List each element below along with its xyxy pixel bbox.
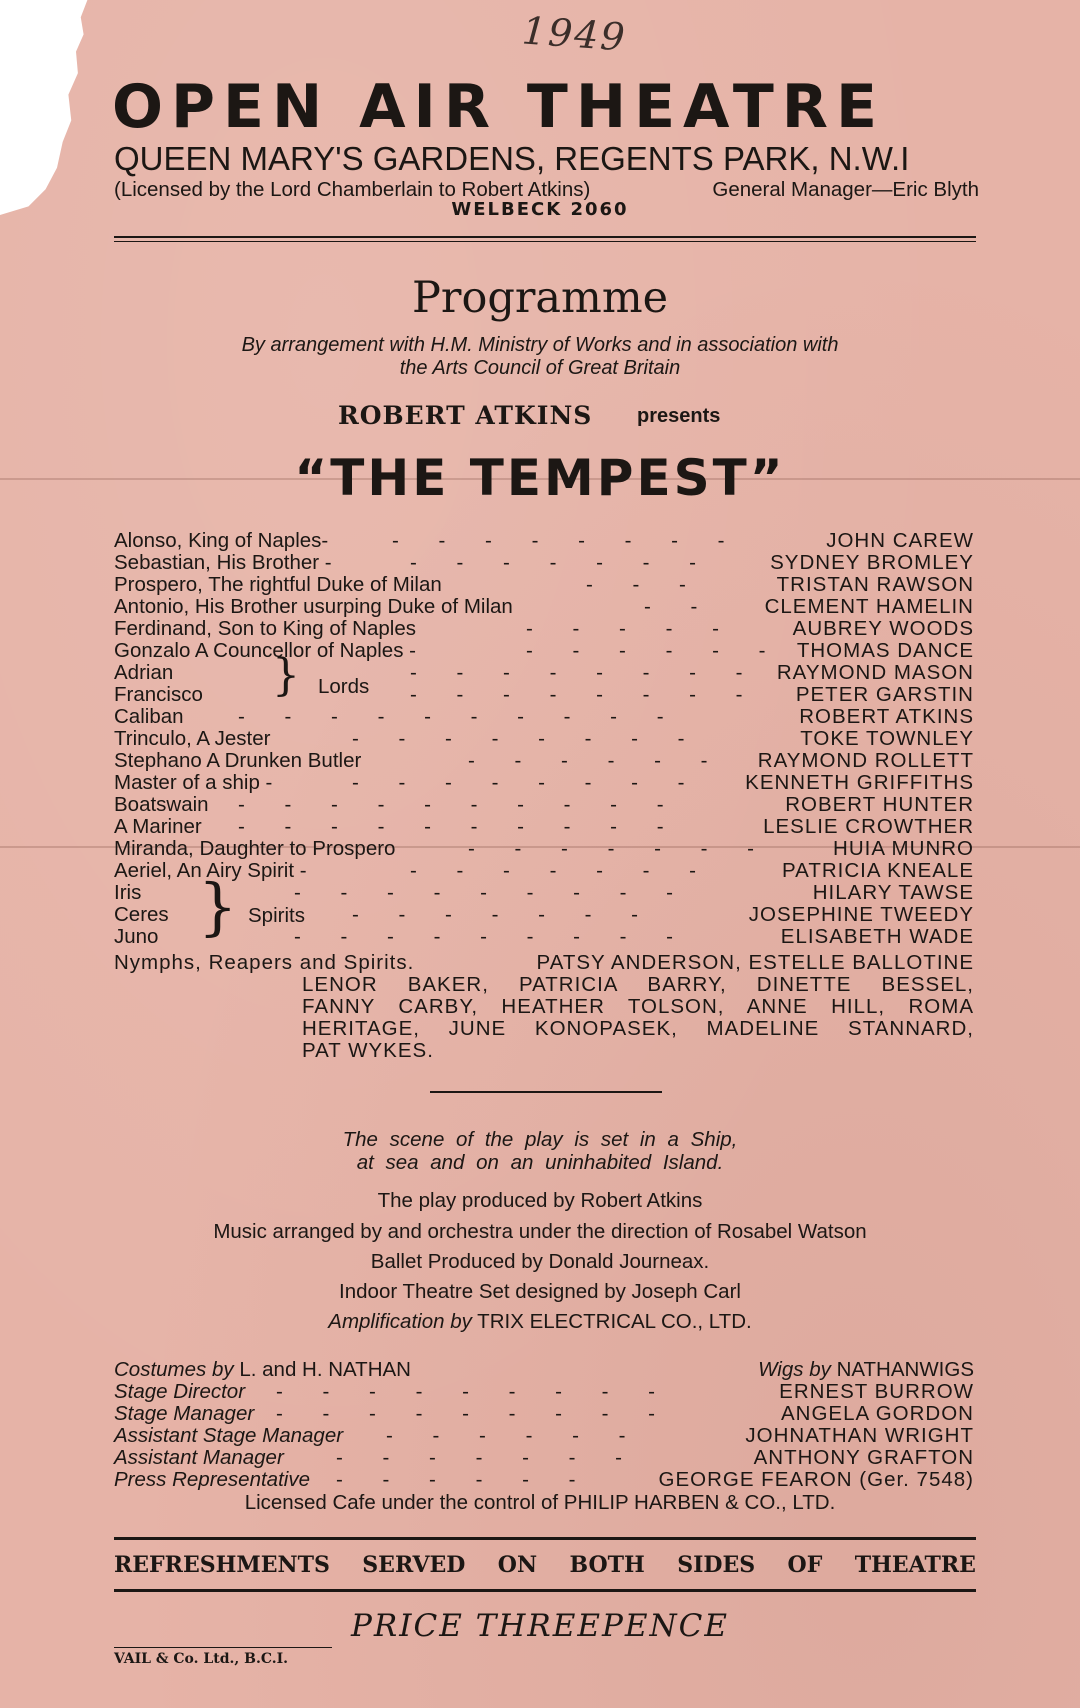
printer-rule <box>114 1647 332 1648</box>
cast-row <box>114 596 974 618</box>
cast-actor: PATRICIA KNEALE <box>782 859 974 882</box>
leader-dashes: - - - - - - - <box>410 551 698 574</box>
nymphs-names-1: PATSY ANDERSON, ESTELLE BALLOTINE <box>536 951 974 974</box>
arrangement-line-2: the Arts Council of Great Britain <box>399 357 681 379</box>
staff-row <box>114 1447 974 1469</box>
cast-role: Caliban <box>114 705 184 728</box>
theatre-location: QUEEN MARY'S GARDENS, REGENTS PARK, N.W.I <box>114 140 910 177</box>
cast-row <box>114 772 974 794</box>
presenter-name: ROBERT ATKINS <box>338 401 593 430</box>
cast-actor: JOSEPHINE TWEEDY <box>748 903 974 926</box>
cast-role: Alonso, King of Naples- <box>114 529 329 552</box>
staff-row <box>114 1469 974 1491</box>
cast-row <box>114 530 974 552</box>
price: PRICE THREEPENCE <box>351 1608 729 1644</box>
cast-actor: SYDNEY BROMLEY <box>770 551 974 574</box>
leader-dashes: - - - - - - <box>336 1468 578 1491</box>
staff-name: JOHNATHAN WRIGHT <box>745 1424 974 1447</box>
producer-credit: The play produced by Robert Atkins <box>377 1189 703 1212</box>
cast-actor: PETER GARSTIN <box>795 683 974 706</box>
cast-role: Adrian <box>114 661 174 684</box>
cast-role: Trinculo, A Jester <box>114 727 271 750</box>
cafe-note: Licensed Cafe under the control of PHILIP HARBEN & CO., LTD. <box>244 1491 836 1514</box>
scene-line-1: The scene of the play is set in a Ship, <box>342 1128 738 1151</box>
leader-dashes: - - <box>644 595 700 618</box>
short-divider <box>430 1091 662 1093</box>
leader-dashes: - - - - - - <box>526 639 768 662</box>
costumes-value: L. and H. NATHAN <box>239 1358 411 1381</box>
refresh-word: SIDES <box>677 1552 756 1578</box>
general-manager: General Manager—Eric Blyth <box>712 178 979 201</box>
staff-row <box>114 1403 974 1425</box>
cast-row <box>114 618 974 640</box>
nymphs-names-5: PAT WYKES. <box>302 1039 434 1062</box>
leader-dashes: - - - - - - - - <box>352 727 687 750</box>
cast-role: Gonzalo A Councellor of Naples - <box>114 639 416 662</box>
divider <box>114 241 976 242</box>
staff-role: Assistant Stage Manager <box>114 1424 344 1447</box>
cast-actor: LESLIE CROWTHER <box>763 815 974 838</box>
staff-role: Press Representative <box>114 1468 310 1491</box>
leader-dashes: - - - - - <box>526 617 721 640</box>
leader-dashes: - - - - - - - - - <box>276 1380 658 1403</box>
cast-row <box>114 750 974 772</box>
staff-role: Stage Director <box>114 1380 246 1403</box>
leader-dashes: - - - - - - - - - - <box>238 815 666 838</box>
divider <box>114 236 976 238</box>
cast-actor: TOKE TOWNLEY <box>800 727 974 750</box>
leader-dashes: - - - - - - - - - - <box>238 705 666 728</box>
cast-actor: KENNETH GRIFFITHS <box>745 771 974 794</box>
cast-role: Antonio, His Brother usurping Duke of Milan <box>114 595 513 618</box>
leader-dashes: - - - - - - <box>386 1424 628 1447</box>
brace-icon: } <box>272 650 300 701</box>
cast-actor: AUBREY WOODS <box>792 617 974 640</box>
cast-row <box>114 706 974 728</box>
staff-name: ERNEST BURROW <box>779 1380 974 1403</box>
leader-dashes: - - - - - - - <box>352 903 640 926</box>
handwritten-year: 1949 <box>520 8 629 60</box>
refresh-word: ON <box>497 1552 538 1578</box>
music-credit: Music arranged by and orchestra under the direction of Rosabel Watson <box>213 1220 867 1243</box>
leader-dashes: - - - - - - - - - - <box>238 793 666 816</box>
costumes-label: Costumes by <box>114 1358 234 1381</box>
refresh-word: REFRESHMENTS <box>114 1552 330 1578</box>
ballet-credit: Ballet Produced by Donald Journeax. <box>370 1250 710 1273</box>
cast-actor: HILARY TAWSE <box>812 881 974 904</box>
cast-role: A Mariner <box>114 815 202 838</box>
cast-role: Sebastian, His Brother - <box>114 551 332 574</box>
cast-actor: RAYMOND MASON <box>776 661 974 684</box>
cast-role: Ceres <box>114 903 169 926</box>
leader-dashes: - - - - - - - - <box>410 683 745 706</box>
cast-actor: ELISABETH WADE <box>780 925 974 948</box>
leader-dashes: - - - - - - <box>468 749 710 772</box>
staff-row <box>114 1381 974 1403</box>
wigs-label: Wigs by <box>758 1358 831 1381</box>
leader-dashes: - - - - - - - <box>410 859 698 882</box>
costumes-wigs-row <box>114 1359 974 1381</box>
cast-row <box>114 794 974 816</box>
cast-row <box>114 552 974 574</box>
cast-role: Master of a ship - <box>114 771 273 794</box>
phone-number: WELBECK 2060 <box>451 199 629 220</box>
leader-dashes: - - - - - - - - <box>392 529 727 552</box>
staff-name: ANTHONY GRAFTON <box>753 1446 974 1469</box>
cast-actor: TRISTAN RAWSON <box>776 573 974 596</box>
printer-imprint: VAIL & Co. Ltd., B.C.I. <box>114 1651 289 1667</box>
leader-dashes: - - - - - - - - - <box>276 1402 658 1425</box>
refresh-word: SERVED <box>362 1552 466 1578</box>
spirits-group-label: Spirits <box>248 904 305 927</box>
cast-actor: RAYMOND ROLLETT <box>757 749 974 772</box>
cast-row <box>114 882 974 904</box>
divider <box>114 1589 976 1592</box>
cast-role: Boatswain <box>114 793 209 816</box>
cast-actor: THOMAS DANCE <box>796 639 974 662</box>
refresh-word: BOTH <box>569 1552 645 1578</box>
brace-icon: } <box>198 870 238 943</box>
refresh-word: THEATRE <box>854 1552 976 1578</box>
cast-row <box>114 640 974 662</box>
nymphs-names-4: HERITAGE, JUNE KONOPASEK, MADELINE STANNARD, <box>302 1017 974 1040</box>
cast-role: Ferdinand, Son to King of Naples <box>114 617 416 640</box>
cast-row <box>114 662 974 684</box>
cast-actor: JOHN CAREW <box>826 529 974 552</box>
cast-row <box>114 574 974 596</box>
amplification-label: Amplification by <box>328 1310 472 1333</box>
staff-row <box>114 1425 974 1447</box>
leader-dashes: - - - - - - - - <box>410 661 745 684</box>
cast-row <box>114 838 974 860</box>
divider <box>114 1537 976 1540</box>
leader-dashes: - - - - - - - - - <box>294 925 676 948</box>
cast-actor: HUIA MUNRO <box>833 837 974 860</box>
leader-dashes: - - - - - - - <box>468 837 756 860</box>
license-note: (Licensed by the Lord Chamberlain to Robert Atkins) <box>114 178 591 201</box>
leader-dashes: - - - <box>586 573 688 596</box>
cast-row <box>114 816 974 838</box>
cast-row <box>114 926 974 948</box>
cast-role: Juno <box>114 925 159 948</box>
programme-heading: Programme <box>411 273 669 323</box>
cast-role: Stephano A Drunken Butler <box>114 749 362 772</box>
cast-row <box>114 728 974 750</box>
staff-role: Assistant Manager <box>114 1446 284 1469</box>
cast-actor: CLEMENT HAMELIN <box>764 595 974 618</box>
arrangement-line-1: By arrangement with H.M. Ministry of Works and in association with <box>241 334 839 356</box>
theatre-title: OPEN AIR THEATRE <box>112 72 885 142</box>
presents-label: presents <box>637 405 721 427</box>
refresh-word: OF <box>787 1552 823 1578</box>
set-credit: Indoor Theatre Set designed by Joseph Carl <box>339 1280 741 1303</box>
leader-dashes: - - - - - - - <box>336 1446 624 1469</box>
scene-line-2: at sea and on an uninhabited Island. <box>356 1151 724 1174</box>
nymphs-row <box>114 952 974 974</box>
staff-name: ANGELA GORDON <box>781 1402 974 1425</box>
cast-row <box>114 860 974 882</box>
cast-role: Iris <box>114 881 142 904</box>
cast-role: Francisco <box>114 683 203 706</box>
nymphs-names-2: LENOR BAKER, PATRICIA BARRY, DINETTE BESSEL, <box>302 973 974 996</box>
lords-group-label: Lords <box>318 675 370 698</box>
nymphs-label: Nymphs, Reapers and Spirits. <box>114 951 415 974</box>
amplification-company: TRIX ELECTRICAL CO., LTD. <box>477 1310 752 1333</box>
staff-role: Stage Manager <box>114 1402 255 1425</box>
staff-name: GEORGE FEARON (Ger. 7548) <box>658 1468 974 1491</box>
cast-row <box>114 684 974 706</box>
refreshments-banner <box>114 1550 976 1580</box>
cast-role: Miranda, Daughter to Prospero <box>114 837 396 860</box>
cast-row <box>114 904 974 926</box>
cast-role: Prospero, The rightful Duke of Milan <box>114 573 442 596</box>
play-title: “THE TEMPEST” <box>294 449 786 507</box>
cast-role: Aeriel, An Airy Spirit - <box>114 859 307 882</box>
wigs-value: NATHANWIGS <box>836 1358 974 1381</box>
amplification-credit <box>0 1310 1080 1334</box>
cast-actor: ROBERT HUNTER <box>785 793 974 816</box>
leader-dashes: - - - - - - - - <box>352 771 687 794</box>
cast-actor: ROBERT ATKINS <box>799 705 974 728</box>
leader-dashes: - - - - - - - - - <box>294 881 676 904</box>
nymphs-names-3: FANNY CARBY, HEATHER TOLSON, ANNE HILL, ROMA <box>302 995 974 1018</box>
